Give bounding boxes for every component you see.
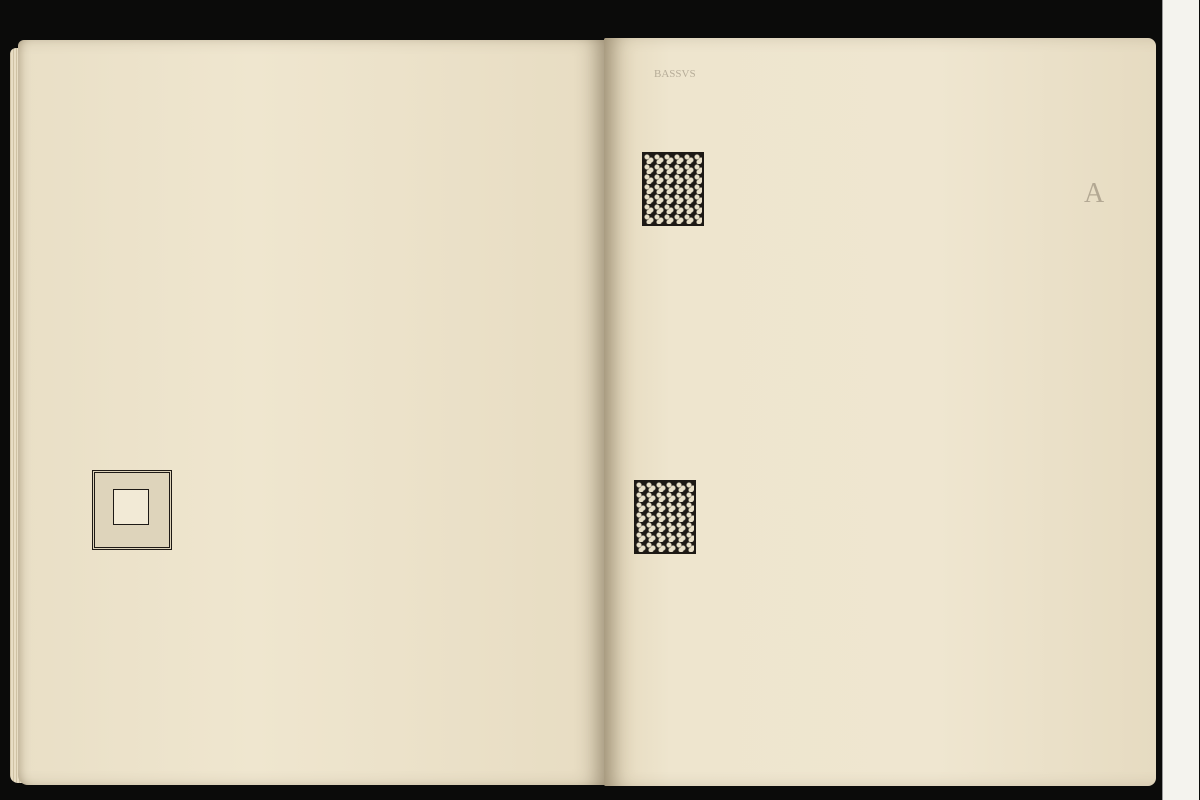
right-page: BASSVS A: [604, 38, 1156, 786]
left-page: [18, 40, 606, 785]
ornament-initial-s: [92, 470, 172, 550]
ornament-initial-a-1: [642, 152, 704, 226]
initial-s: [113, 489, 149, 525]
initial-a: [644, 154, 702, 224]
scale-ruler: [1162, 0, 1199, 800]
initial-a: [636, 482, 694, 552]
open-book: [10, 28, 1158, 792]
ornament-initial-a-2: [634, 480, 696, 554]
